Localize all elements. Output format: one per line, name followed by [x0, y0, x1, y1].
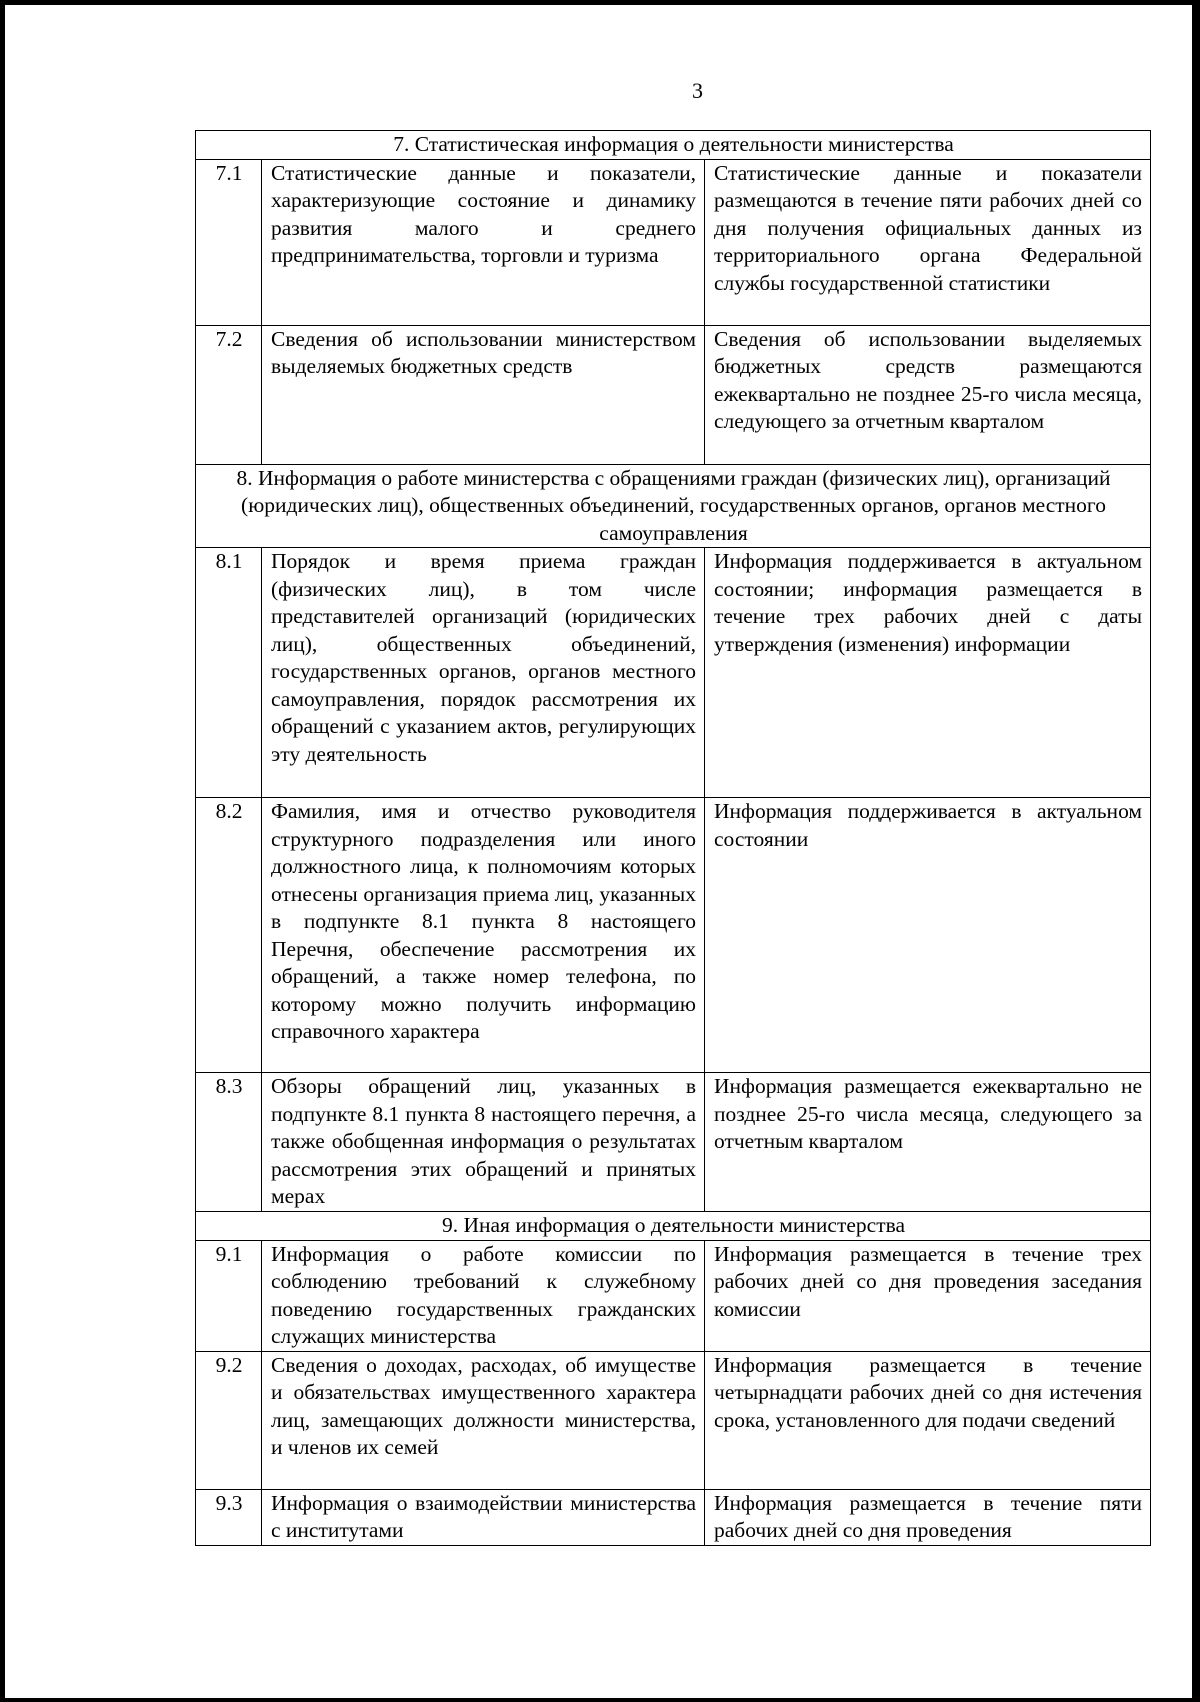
table-row: [196, 1351, 1151, 1489]
item-name: Информация о работе комиссии по соблюдению требований к служебному поведению государственных гражданских служащих министерства: [262, 1240, 705, 1351]
section-header-7: [196, 131, 1151, 160]
table-row: [196, 325, 1151, 464]
item-term: Информация размещается в течение пяти рабочих дней со дня проведения: [705, 1489, 1151, 1545]
item-name: Статистические данные и показатели, характеризующие состояние и динамику развития малого и среднего предпринимательства, торговли и туризма: [262, 159, 705, 325]
item-number: 9.1: [196, 1240, 262, 1351]
item-term: Статистические данные и показатели размещаются в течение пяти рабочих дней со дня получения официальных данных из территориального органа Федеральной службы государственной статистики: [705, 159, 1151, 325]
table-row: [196, 548, 1151, 798]
section-title: 8. Информация о работе министерства с обращениями граждан (физических лиц), организаций (юридических лиц), общественных объединений, государственных органов, органов местного самоуправления: [196, 464, 1151, 548]
table-row: [196, 1073, 1151, 1212]
table-row: [196, 159, 1151, 325]
item-term: Информация поддерживается в актуальном состоянии: [705, 798, 1151, 1073]
item-name: Обзоры обращений лиц, указанных в подпункте 8.1 пункта 8 настоящего перечня, а также обобщенная информация о результатах рассмотрения этих обращений и принятых мерах: [262, 1073, 705, 1212]
item-number: 8.2: [196, 798, 262, 1073]
item-term: Информация размещается в течение трех рабочих дней со дня проведения заседания комиссии: [705, 1240, 1151, 1351]
item-number: 9.3: [196, 1489, 262, 1545]
section-title: 9. Иная информация о деятельности министерства: [196, 1212, 1151, 1241]
table-row: [196, 1240, 1151, 1351]
item-name: Фамилия, имя и отчество руководителя структурного подразделения или иного должностного лица, к полномочиям которых отнесены организация приема лиц, указанных в подпункте 8.1 пункта 8 настоящего Перечня, обеспечение рассмотрения их обращений, а также номер телефона, по которому можно получить информацию справочного характера: [262, 798, 705, 1073]
item-term: Информация размещается ежеквартально не позднее 25-го числа месяца, следующего за отчетным кварталом: [705, 1073, 1151, 1212]
item-number: 7.2: [196, 325, 262, 464]
item-name: Сведения о доходах, расходах, об имуществе и обязательствах имущественного характера лиц, замещающих должности министерства, и членов их семей: [262, 1351, 705, 1489]
table-row: [196, 1489, 1151, 1545]
section-title: 7. Статистическая информация о деятельности министерства: [196, 131, 1151, 160]
item-name: Сведения об использовании министерством выделяемых бюджетных средств: [262, 325, 705, 464]
item-term: Сведения об использовании выделяемых бюджетных средств размещаются ежеквартально не позднее 25-го числа месяца, следующего за отчетным кварталом: [705, 325, 1151, 464]
item-name: Информация о взаимодействии министерства с институтами: [262, 1489, 705, 1545]
information-list-table: [195, 130, 1151, 1546]
item-number: 8.3: [196, 1073, 262, 1212]
item-number: 9.2: [196, 1351, 262, 1489]
item-number: 8.1: [196, 548, 262, 798]
item-term: Информация поддерживается в актуальном состоянии; информация размещается в течение трех рабочих дней с даты утверждения (изменения) информации: [705, 548, 1151, 798]
item-term: Информация размещается в течение четырнадцати рабочих дней со дня истечения срока, установленного для подачи сведений: [705, 1351, 1151, 1489]
item-number: 7.1: [196, 159, 262, 325]
item-name: Порядок и время приема граждан (физических лиц), в том числе представителей организаций (юридических лиц), общественных объединений, государственных органов, органов местного самоуправления, порядок рассмотрения их обращений с указанием актов, регулирующих эту деятельность: [262, 548, 705, 798]
table-row: [196, 798, 1151, 1073]
section-header-8: [196, 464, 1151, 548]
section-header-9: [196, 1212, 1151, 1241]
page-number: 3: [692, 78, 703, 103]
